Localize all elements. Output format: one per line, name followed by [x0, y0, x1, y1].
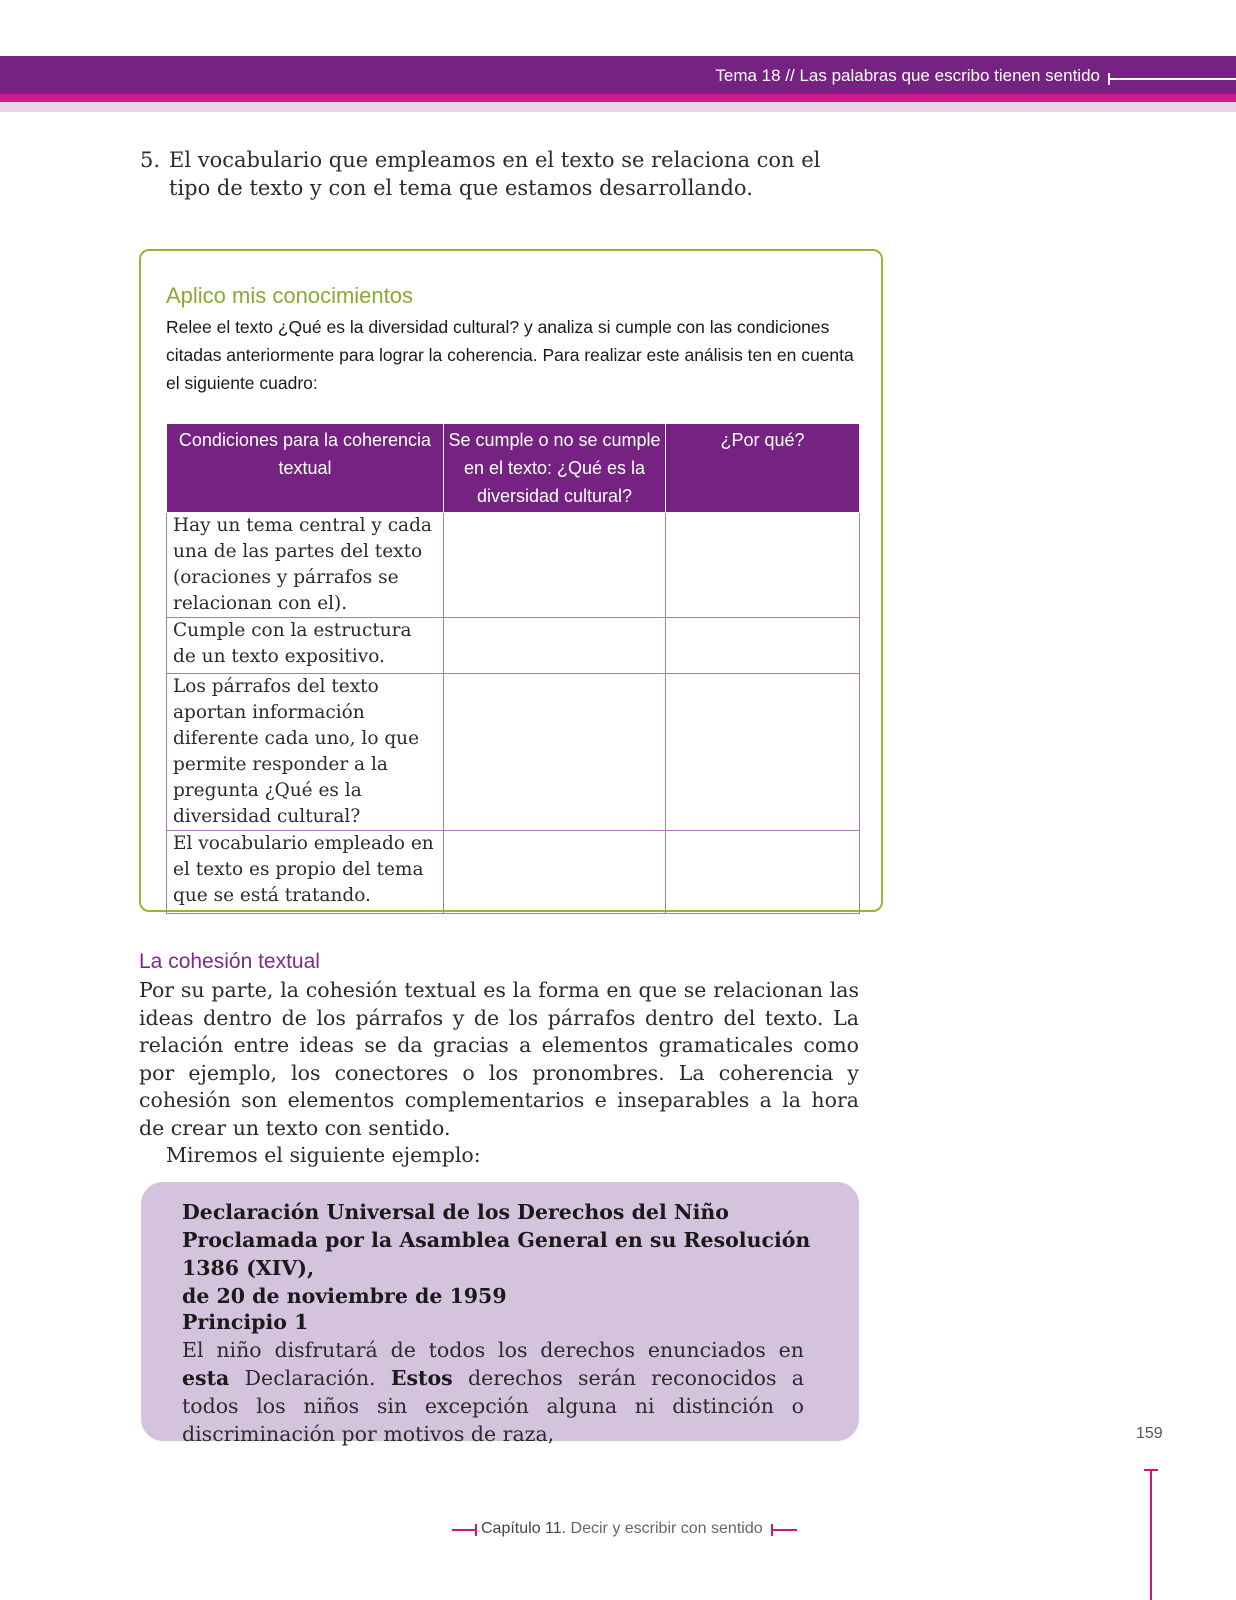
activity-title: Aplico mis conocimientos	[166, 283, 413, 308]
header-stripe	[0, 94, 1236, 102]
cohesion-paragraph	[139, 977, 859, 1170]
principle-text-part: derechos serán reconocidos a todos los niños sin excepción alguna ni distinción o discriminación por motivos de raza,	[182, 1366, 804, 1446]
table-row	[167, 674, 860, 831]
header-shadow	[0, 102, 1236, 112]
principle-text-part: El niño disfrutará de todos los derechos enunciados en	[182, 1338, 804, 1362]
margin-rule	[1150, 1470, 1152, 1600]
header-fulfilled: Se cumple o no se cumple en el texto: ¿Qué es la diversidad cultural?	[444, 424, 666, 513]
footer-rule-right	[771, 1529, 797, 1531]
principle-text-part: Declaración.	[229, 1366, 391, 1390]
principle-bold-word: esta	[182, 1366, 230, 1390]
table-row	[167, 618, 860, 674]
header-rule	[1108, 78, 1236, 80]
list-text: El vocabulario que empleamos en el texto se relaciona con el tipo de texto y con el tema que estamos desarrollando.	[169, 148, 821, 200]
footer	[481, 1520, 763, 1538]
reason-cell[interactable]	[666, 618, 860, 674]
condition-cell: Cumple con la estructura de un texto expositivo.	[167, 618, 444, 674]
list-item-5	[140, 146, 840, 202]
table-header-row	[167, 424, 860, 513]
declaration-date: de 20 de noviembre de 1959	[182, 1284, 507, 1308]
declaration-title: Declaración Universal de los Derechos del Niño	[182, 1200, 729, 1224]
header-why: ¿Por qué?	[666, 424, 860, 513]
principle-bold-word: Estos	[390, 1366, 453, 1390]
header-rule-tick	[1108, 73, 1110, 85]
answer-cell[interactable]	[444, 513, 666, 618]
condition-cell: Los párrafos del texto aportan información diferente cada uno, lo que permite responder a la pregunta ¿Qué es la diversidad cultural?	[167, 674, 444, 831]
declaration-subtitle: Proclamada por la Asamblea General en su Resolución 1386 (XIV),	[182, 1228, 811, 1280]
table-row	[167, 831, 860, 914]
table-row	[167, 513, 860, 618]
answer-cell[interactable]	[444, 831, 666, 914]
reason-cell[interactable]	[666, 831, 860, 914]
footer-chapter: Capítulo 11.	[481, 1520, 567, 1537]
paragraph-text: Por su parte, la cohesión textual es la forma en que se relacionan las ideas dentro de los párrafos y de los párrafos dentro del texto. La relación entre ideas se da gracias a elementos gramaticales como por ejemplo, los conectores o los pronombres. La coherencia y cohesión son elementos complementarios e inseparables a la hora de crear un texto con sentido.	[139, 978, 859, 1140]
principle-title: Principio 1	[182, 1310, 309, 1334]
coherence-table	[166, 423, 860, 914]
footer-chapter-title: Decir y escribir con sentido	[570, 1520, 763, 1537]
activity-instructions: Relee el texto ¿Qué es la diversidad cultural? y analiza si cumple con las condiciones citadas anteriormente para lograr la coherencia. Para realizar este análisis ten en cuenta el siguiente cuadro:	[166, 317, 854, 393]
header-conditions: Condiciones para la coherencia textual	[167, 424, 444, 513]
list-number: 5.	[140, 148, 161, 172]
reason-cell[interactable]	[666, 513, 860, 618]
topic-title: Tema 18 // Las palabras que escribo tienen sentido	[715, 66, 1100, 85]
footer-rule-left	[452, 1529, 477, 1531]
section-title: La cohesión textual	[139, 950, 320, 973]
footer-tick-left	[475, 1524, 477, 1536]
principle-text	[182, 1336, 804, 1448]
condition-cell: Hay un tema central y cada una de las partes del texto (oraciones y párrafos se relacionan con el).	[167, 513, 444, 618]
answer-cell[interactable]	[444, 618, 666, 674]
answer-cell[interactable]	[444, 674, 666, 831]
declaration-heading	[182, 1198, 822, 1310]
example-intro: Miremos el siguiente ejemplo:	[166, 1143, 481, 1167]
reason-cell[interactable]	[666, 674, 860, 831]
page-number: 159	[1136, 1425, 1163, 1442]
condition-cell: El vocabulario empleado en el texto es propio del tema que se está tratando.	[167, 831, 444, 914]
